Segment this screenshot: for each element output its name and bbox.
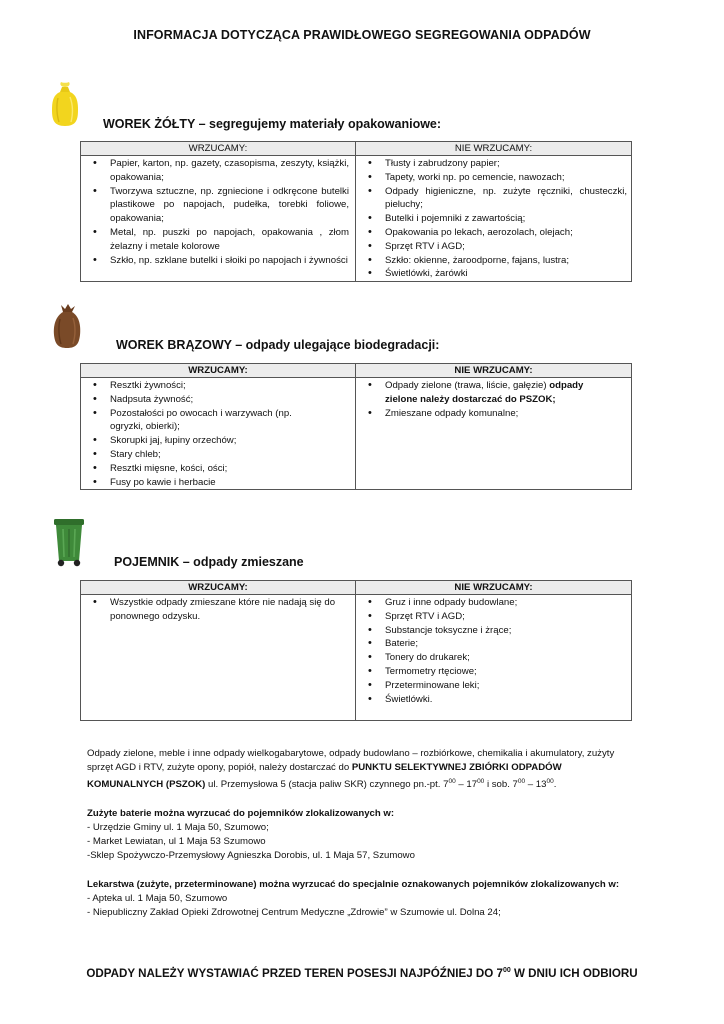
batteries-item: -Sklep Spożywczo-Przemysłowy Agnieszka Dorobis, ul. 1 Maja 57, Szumowo (87, 850, 415, 862)
hours-sup: 00 (448, 778, 456, 786)
list-item: • Szkło: okienne, żaroodporne, fajans, lustra; (376, 254, 631, 268)
yellow-bag-icon (50, 80, 80, 128)
list-item: • Tworzywa sztuczne, np. zgniecione i odkręcone butelki plastikowe po napojach, pudełka, torebki foliowe, opakowania; (101, 185, 349, 226)
yellow-out-cell (356, 156, 632, 282)
pszok-address: ul. Przemysłowa 5 (stacja paliw SKR) czynnego pn.-pt. 7 (205, 779, 449, 791)
section-title-yellow: WOREK ŻÓŁTY – segregujemy materiały opakowaniowe: (103, 117, 442, 131)
list-item: • Sprzęt RTV i AGD; (376, 610, 631, 624)
column-header-out: NIE WRZUCAMY: (356, 581, 632, 595)
brown-bag-table (80, 363, 632, 490)
brown-out-cell (356, 378, 632, 490)
list-item: • Świetlówki, żarówki (376, 267, 631, 281)
pszok-text: Odpady zielone, meble i inne odpady wielkogabarytowe, odpady budowlano – rozbiórkowe, chemikalia i akumulatory, zużyty sprzęt AGD i RTV, zużyte opony, popiół, należy dostarczać do (87, 748, 615, 774)
bin-out-cell (356, 595, 632, 721)
column-header-in: WRZUCAMY: (81, 142, 356, 156)
list-item: • Resztki mięsne, kości, ości; (101, 462, 325, 476)
hours-sup: 00 (546, 778, 554, 786)
list-item: • Resztki żywności; (101, 379, 325, 393)
list-item: • Wszystkie odpady zmieszane które nie nadają się do ponownego odzysku. (101, 596, 347, 624)
batteries-title: Zużyte baterie można wyrzucać do pojemników zlokalizowanych w: (87, 807, 395, 819)
list-item: • Pozostałości po owocach i warzywach (np. ogryzki, obierki); (101, 407, 325, 435)
list-item: • Nadpsuta żywność; (101, 393, 325, 407)
list-item: • Odpady higieniczne, np. zużyte ręczniki, chusteczki, pieluchy; (376, 185, 631, 213)
list-item (376, 379, 607, 407)
hours-text: i sob. 7 (484, 779, 518, 791)
list-item: • Tapety, worki np. po cemencie, nawozach; (376, 171, 631, 185)
brown-in-cell (81, 378, 356, 490)
list-item: • Metal, np. puszki po napojach, opakowania , złom żelazny i metale kolorowe (101, 226, 349, 254)
batteries-item: - Market Lewiatan, ul 1 Maja 53 Szumowo (87, 836, 266, 848)
bin-in-cell (81, 595, 356, 721)
list-item: • Baterie; (376, 637, 631, 651)
list-item: • Przeterminowane leki; (376, 679, 631, 693)
list-item-bold: odpady zielone należy dostarczać do PSZOK; (385, 380, 584, 405)
list-item: • Stary chleb; (101, 448, 325, 462)
hours-sup: 00 (477, 778, 485, 786)
list-item: • Papier, karton, np. gazety, czasopisma, zeszyty, książki, opakowania; (101, 157, 349, 185)
bin-table (80, 580, 632, 721)
hours-text: – 17 (455, 779, 478, 791)
list-item: • Świetlówki. (376, 693, 631, 707)
green-bin-icon (53, 517, 85, 567)
list-item-text: Odpady zielone (trawa, liście, gałęzie) (385, 380, 550, 391)
list-item: • Termometry rtęciowe; (376, 665, 631, 679)
column-header-in: WRZUCAMY: (81, 581, 356, 595)
hours-end: . (553, 779, 557, 791)
list-item: • Substancje toksyczne i żrące; (376, 624, 631, 638)
batteries-item: - Urzędzie Gminy ul. 1 Maja 50, Szumowo; (87, 822, 269, 833)
medicine-item: - Niepubliczny Zakład Opieki Zdrowotnej Centrum Medyczne „Zdrowie” w Szumowie ul. Dolna 24; (87, 907, 501, 919)
column-header-out: NIE WRZUCAMY: (356, 364, 632, 378)
footer-text-end: W DNIU ICH ODBIORU (510, 967, 638, 980)
yellow-in-cell (81, 156, 356, 282)
hours-sup: 00 (517, 778, 526, 786)
footer-sup: 00 (502, 967, 511, 975)
column-header-in: WRZUCAMY: (81, 364, 356, 378)
info-block (87, 747, 627, 920)
medicine-title: Lekarstwa (zużyte, przeterminowane) można wyrzucać do specjalnie oznakowanych pojemników zlokalizowanych w: (87, 878, 620, 890)
section-title-brown: WOREK BRĄZOWY – odpady ulegające biodegradacji: (116, 338, 440, 352)
list-item: • Zmieszane odpady komunalne; (376, 407, 607, 421)
footer-text: ODPADY NALEŻY WYSTAWIAĆ PRZED TEREN POSESJI NAJPÓŹNIEJ DO 7 (86, 967, 503, 980)
yellow-bag-table (80, 141, 632, 282)
list-item: • Butelki i pojemniki z zawartością; (376, 212, 631, 226)
list-item: • Fusy po kawie i herbacie (101, 476, 325, 490)
list-item: • Szkło, np. szklane butelki i słoiki po napojach i żywności (101, 254, 349, 268)
pszok-paragraph (87, 747, 627, 793)
list-item: • Gruz i inne odpady budowlane; (376, 596, 631, 610)
footer-notice (0, 967, 724, 980)
page-title: INFORMACJA DOTYCZĄCA PRAWIDŁOWEGO SEGREGOWANIA ODPADÓW (133, 28, 591, 42)
column-header-out: NIE WRZUCAMY: (356, 142, 632, 156)
list-item: • Skorupki jaj, łupiny orzechów; (101, 434, 325, 448)
list-item: • Tonery do drukarek; (376, 651, 631, 665)
brown-bag-icon (52, 303, 82, 349)
hours-text: – 13 (525, 779, 547, 791)
list-item: • Sprzęt RTV i AGD; (376, 240, 631, 254)
section-title-bin: POJEMNIK – odpady zmieszane (114, 555, 304, 569)
medicine-item: - Apteka ul. 1 Maja 50, Szumowo (87, 892, 228, 904)
list-item: • Opakowania po lekach, aerozolach, olejach; (376, 226, 631, 240)
pszok-name: PUNKTU SELEKTYWNEJ ZBIÓRKI ODPADÓW KOMUNALNYCH (PSZOK) (87, 762, 562, 791)
list-item: • Tłusty i zabrudzony papier; (376, 157, 631, 171)
